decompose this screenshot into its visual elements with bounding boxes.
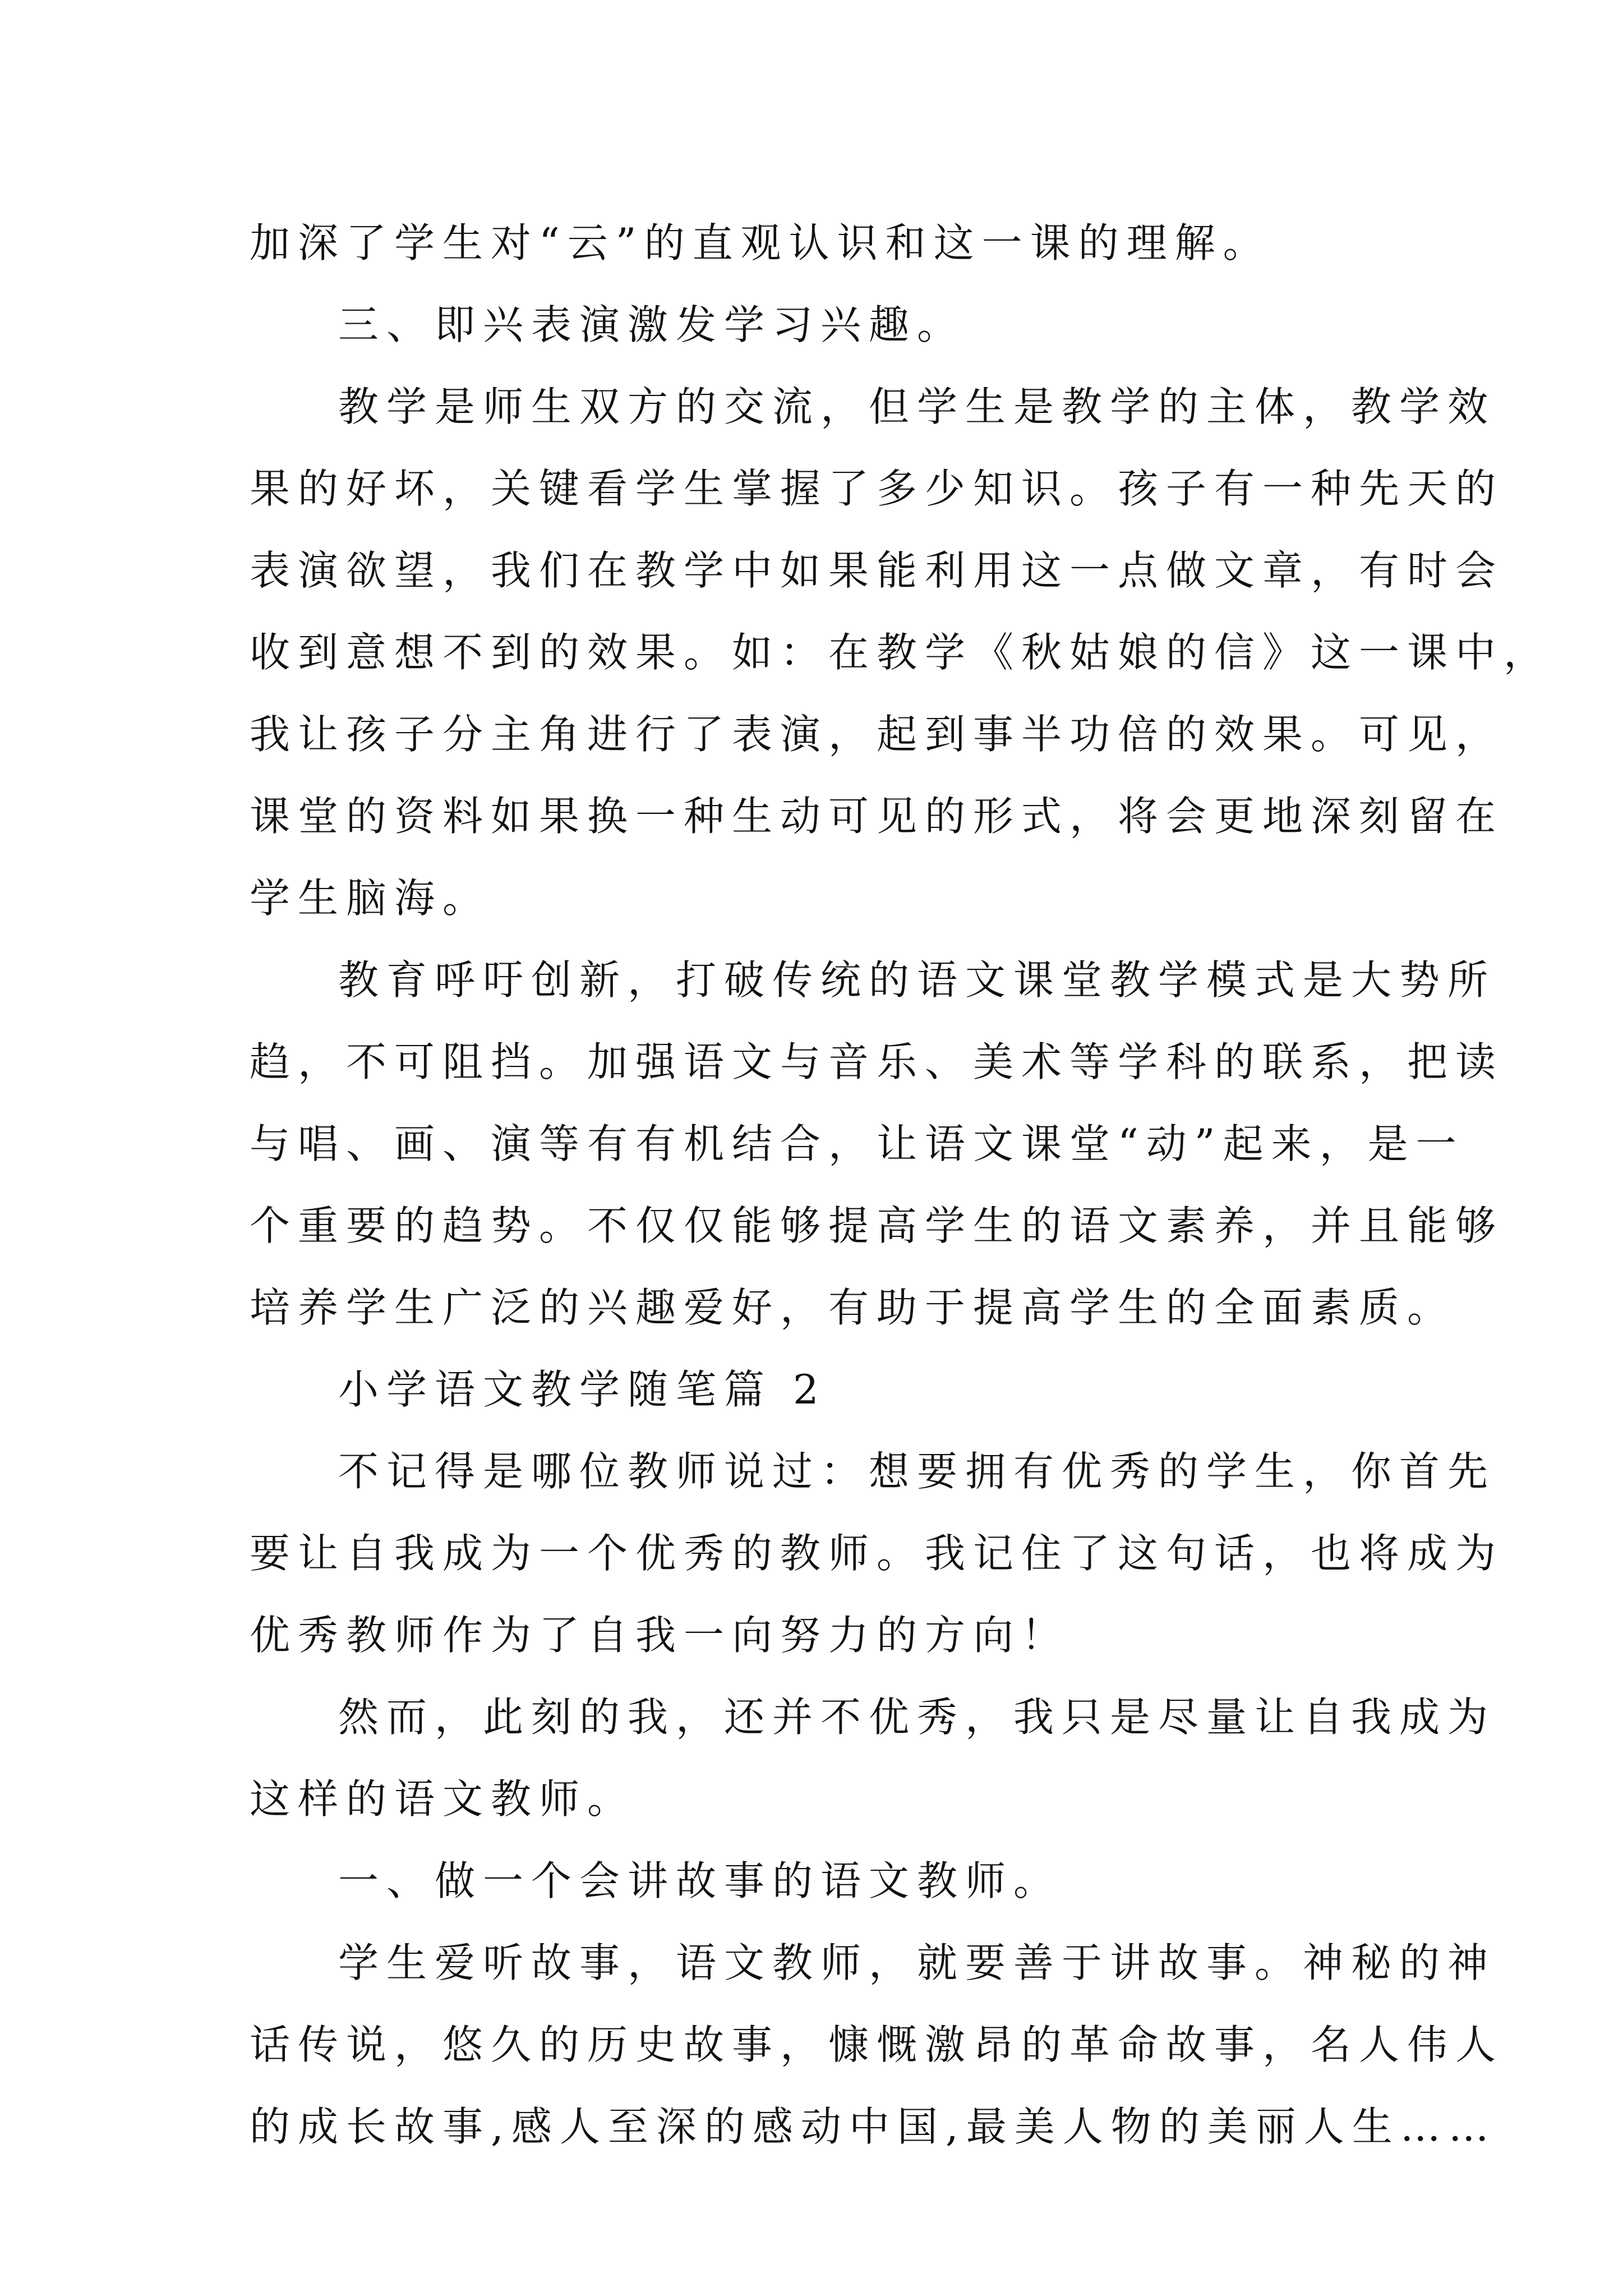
text-line: 学生爱听故事，语文教师，就要善于讲故事。神秘的神 (338, 1939, 1496, 1986)
text-line: 优秀教师作为了自我一向努力的方向！ (250, 1612, 1070, 1659)
text-line: 果的好坏，关键看学生掌握了多少知识。孩子有一种先天的 (250, 465, 1504, 512)
text-line: 教学是师生双方的交流，但学生是教学的主体，教学效 (338, 383, 1496, 430)
text-line: 趋，不可阻挡。加强语文与音乐、美术等学科的联系，把读 (250, 1038, 1504, 1085)
text-line: 的成长故事,感人至深的感动中国,最美人物的美丽人生…… (250, 2103, 1497, 2150)
text-line: 话传说，悠久的历史故事，慷慨激昂的革命故事，名人伟人 (250, 2021, 1504, 2068)
text-line: 加深了学生对“云”的直观认识和这一课的理解。 (250, 219, 1271, 266)
text-line: 收到意想不到的效果。如：在教学《秋姑娘的信》这一课中， (250, 629, 1552, 676)
text-line: 这样的语文教师。 (250, 1775, 636, 1823)
text-line: 课堂的资料如果换一种生动可见的形式，将会更地深刻留在 (250, 793, 1504, 840)
text-line: 三、即兴表演激发学习兴趣。 (338, 301, 966, 348)
text-line: 学生脑海。 (250, 875, 491, 922)
text-line: 与唱、画、演等有有机结合，让语文课堂“动”起来，是一 (250, 1120, 1464, 1167)
text-line: 然而，此刻的我，还并不优秀，我只是尽量让自我成为 (338, 1694, 1496, 1741)
text-line: 一、做一个会讲故事的语文教师。 (338, 1857, 1062, 1904)
text-line: 培养学生广泛的兴趣爱好，有助于提高学生的全面素质。 (250, 1284, 1456, 1331)
text-line: 要让自我成为一个优秀的教师。我记住了这句话，也将成为 (250, 1530, 1504, 1577)
text-line: 不记得是哪位教师说过：想要拥有优秀的学生，你首先 (338, 1448, 1496, 1495)
text-line: 小学语文教学随笔篇 2 (338, 1366, 827, 1413)
text-line: 表演欲望，我们在教学中如果能利用这一点做文章，有时会 (250, 547, 1504, 594)
text-line: 我让孩子分主角进行了表演，起到事半功倍的效果。可见， (250, 711, 1504, 758)
document-body (250, 210, 1552, 2175)
text-line: 教育呼吁创新，打破传统的语文课堂教学模式是大势所 (338, 956, 1496, 1004)
text-line: 个重要的趋势。不仅仅能够提高学生的语文素养，并且能够 (250, 1202, 1504, 1249)
